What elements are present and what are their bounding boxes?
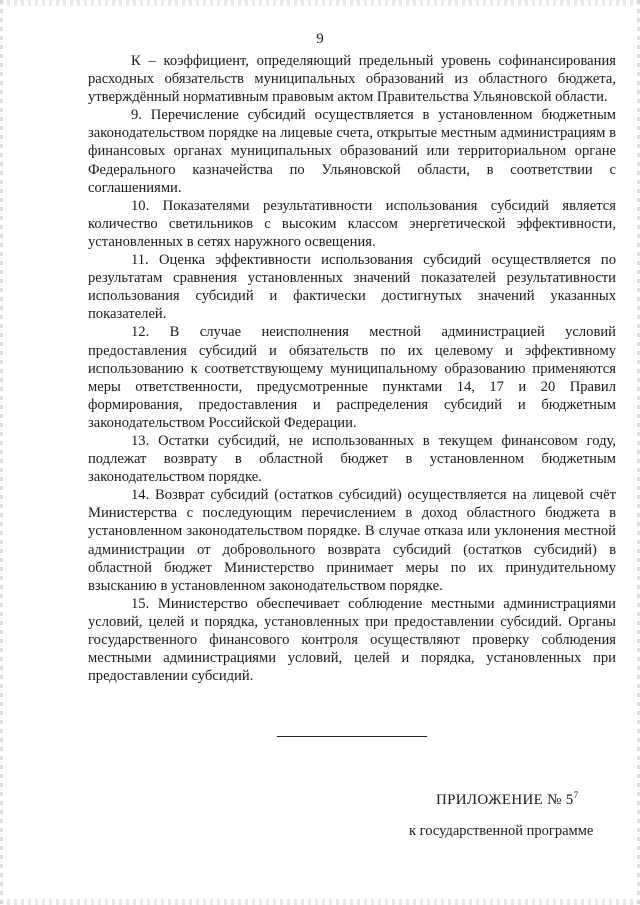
appendix-superscript: 7 — [573, 790, 579, 800]
appendix-title — [436, 786, 578, 809]
paragraph-11: 11. Оценка эффективности использования субсидий осуществляется по результатам сравнения установленных значений показателей результативности использования субсидий и фактически достигнутых значений указанных показателей. — [88, 252, 616, 323]
separator-line — [277, 736, 427, 737]
page-number: 9 — [316, 31, 324, 47]
paragraph-12: 12. В случае неисполнения местной администрацией условий предоставления субсидий и обязательств по их целевому и эффективному использованию к соответствующему муниципальному образованию применяются меры ответственности, предусмотренные пунктами 14, 17 и 20 Правил формирования, предоставления и распределения субсидий и бюджетным законодательством Российской Федерации. — [88, 324, 616, 431]
appendix-title-text: ПРИЛОЖЕНИЕ № 5 — [436, 792, 574, 808]
scan-edge-top — [0, 0, 640, 6]
paragraph-coefficient-k: К – коэффициент, определяющий предельный уровень софинансирования расходных обязательств муниципальных образований из областного бюджета, утверждённый нормативным правовым актом Правительства Ульяновской области. — [88, 53, 616, 106]
paragraph-9: 9. Перечисление субсидий осуществляется в установленном бюджетным законодательством порядке на лицевые счета, открытые местным администрациям в финансовых органах муниципальных образований или территориальном органе Федерального казначейства по Ульяновской области, в соответствии с соглашениями. — [88, 107, 616, 196]
appendix-subtitle: к государственной программе — [409, 823, 594, 839]
paragraph-13: 13. Остатки субсидий, не использованных в текущем финансовом году, подлежат возврату в областной бюджет в установленном бюджетным законодательством порядке. — [88, 432, 616, 486]
scan-edge-left — [0, 0, 3, 905]
document-body — [88, 52, 616, 685]
scan-edge-bottom — [0, 899, 640, 905]
paragraph-15: 15. Министерство обеспечивает соблюдение местными администрациями условий, целей и порядка, установленных при предоставлении субсидий. Органы государственного финансового контроля осуществляют проверку соблюдения местными администрациями условий, целей и порядка, установленных при предоставлении субсидий. — [88, 595, 616, 685]
paragraph-10: 10. Показателями результативности использования субсидий является количество светильников с высоким классом энергетической эффективности, установленных в сетях наружного освещения. — [88, 197, 616, 250]
paragraph-14: 14. Возврат субсидий (остатков субсидий) осуществляется на лицевой счёт Министерства с последующим перечислением в доход областного бюджета в установленном законодательством порядке. В случае отказа или уклонения местной администрации от добровольного возврата субсидий (остатков субсидий) в областной бюджет Министерство принимает меры по их принудительному взысканию в установленном законодательством порядке. — [88, 487, 616, 594]
